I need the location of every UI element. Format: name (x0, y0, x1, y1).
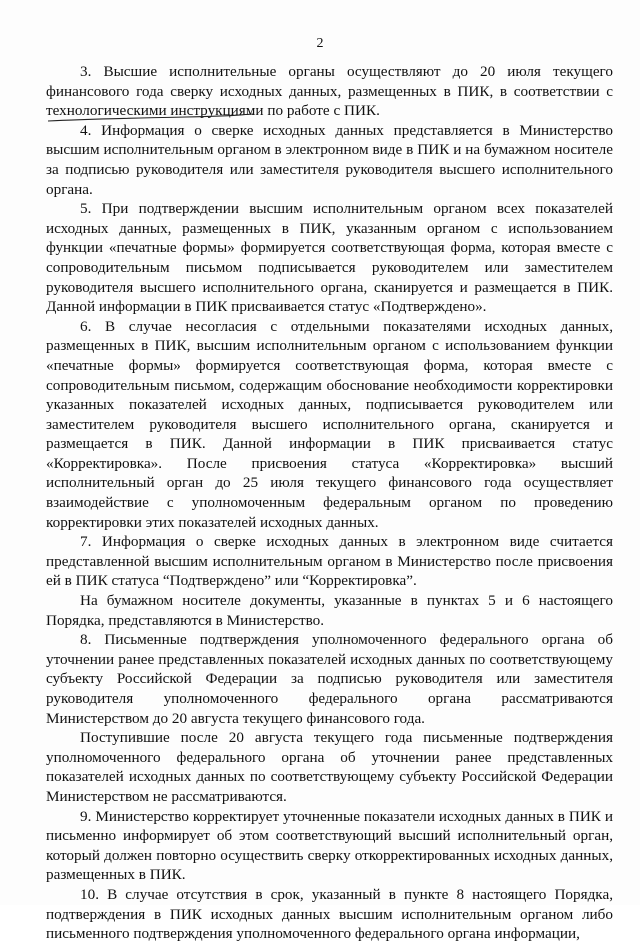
paragraph-7: 7. Информация о сверке исходных данных в электронном виде считается представленной высшим исполнительным органом в Министерство после присвоения ей в ПИК статуса “Подтверждено” или “Корректировка”. (46, 533, 613, 590)
paragraph-5: 5. При подтверждении высшим исполнительным органом всех показателей исходных данных, размещенных в ПИК, указанным органом с использованием функции «печатные формы» формируется соответствующая форма, которая вместе с сопроводительным письмом подписывается руководителем или заместителем руководителя высшего исполнительного органа, сканируется и размещается в ПИК. Данной информации в ПИК присваивается статус «Подтверждено». (46, 200, 613, 316)
paragraph-10: 10. В случае отсутствия в срок, указанный в пункте 8 настоящего Порядка, подтверждения в ПИК исходных данных высшим исполнительным органом либо письменного подтверждения уполномоченного федерального органа информации, (46, 885, 613, 943)
paragraph-8-continued: Поступившие после 20 августа текущего года письменные подтверждения уполномоченного федерального органа об уточнении ранее представленных показателей исходных данных по соответствующему субъекту Российской Федерации Министерством не рассматриваются. (46, 729, 613, 805)
paragraph-3: 3. Высшие исполнительные органы осуществляют до 20 июля текущего финансового года сверку исходных данных, размещенных в ПИК, в соответствии с технологическими инструкциями по работе с ПИК. (46, 63, 613, 120)
paragraph-8: 8. Письменные подтверждения уполномоченного федерального органа об уточнении ранее представленных показателей исходных данных по соответствующему субъекту Российской Федерации за подписью руководителя или заместителя руководителя уполномоченного федерального органа рассматриваются Министерством до 20 августа текущего финансового года. (46, 631, 613, 727)
paragraph-6: 6. В случае несогласия с отдельными показателями исходных данных, размещенных в ПИК, высшим исполнительным органом с использованием функции «печатные формы» формируется соответствующая форма, которая вместе с сопроводительным письмом, содержащим обоснование необходимости корректировки указанных показателей исходных данных, подписывается руководителем или заместителем руководителя высшего исполнительного органа, сканируется и размещается в ПИК. Данной информации в ПИК присваивается статус «Корректировка». После присвоения статуса «Корректировка» высший исполнительный орган до 25 июля текущего финансового года осуществляет взаимодействие с уполномоченным федеральным органом по проведению корректировки этих показателей исходных данных. (46, 317, 613, 531)
paragraph-7-continued: На бумажном носителе документы, указанные в пунктах 5 и 6 настоящего Порядка, представляются в Министерство. (46, 592, 613, 629)
document-body (46, 62, 613, 944)
paragraph-9: 9. Министерство корректирует уточненные показатели исходных данных в ПИК и письменно информирует об этом соответствующий высший исполнительный орган, который должен повторно осуществить сверку откорректированных исходных данных, размещенных в ПИК. (46, 807, 613, 884)
paragraph-4: 4. Информация о сверке исходных данных представляется в Министерство высшим исполнительным органом в электронном виде в ПИК и на бумажном носителе за подписью руководителя или заместителя руководителя высшего исполнительного органа. (46, 121, 613, 198)
page-number: 2 (316, 36, 324, 51)
